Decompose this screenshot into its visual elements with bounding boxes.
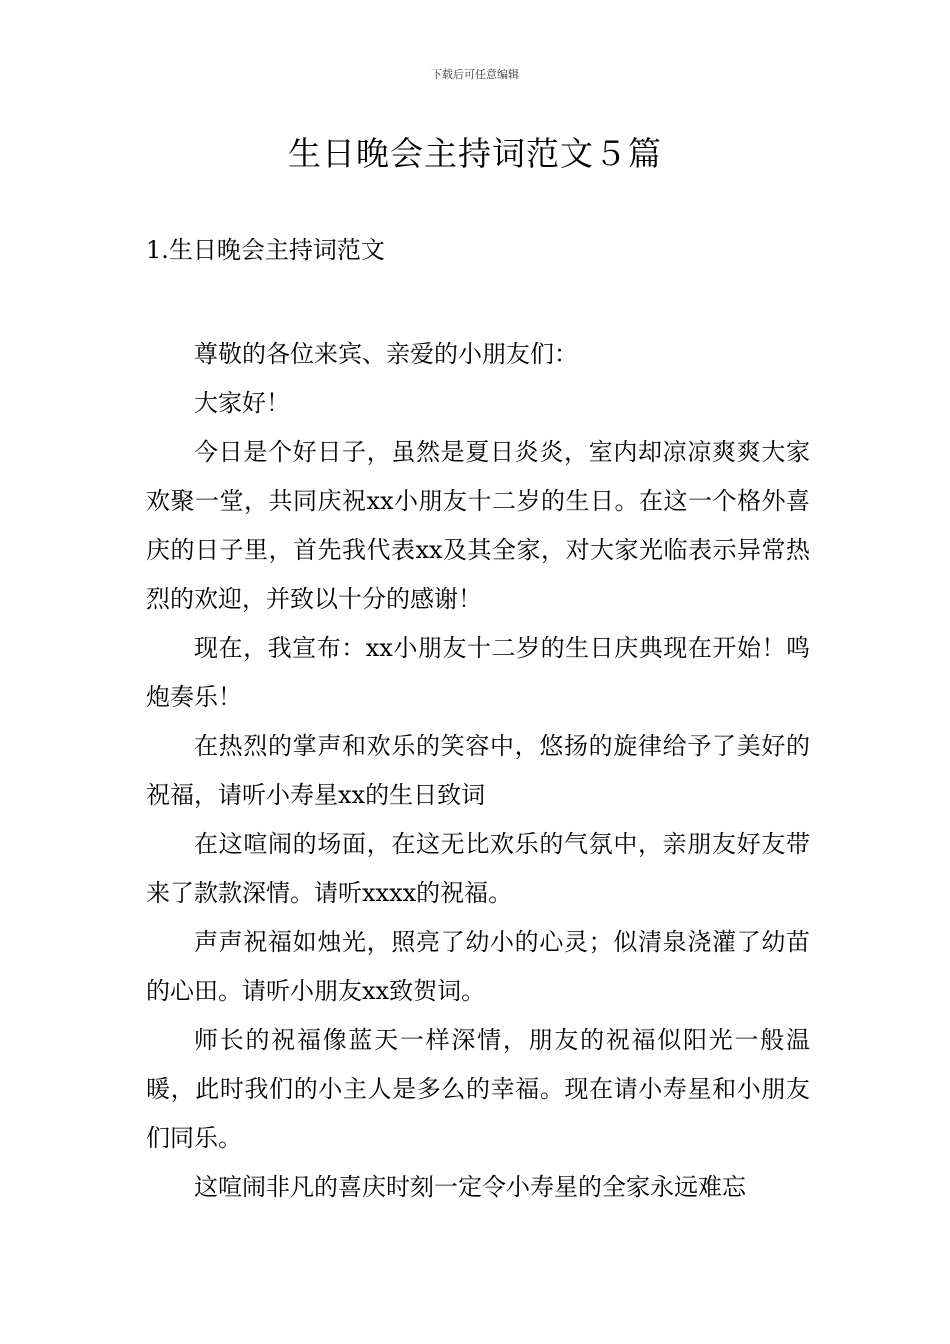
paragraph: 在这喧闹的场面，在这无比欢乐的气氛中，亲朋友好友带来了款款深情。请听xxxx的祝福。 [146,830,810,907]
document-title: 生日晚会主持词范文５篇 [288,134,662,173]
paragraph: 在热烈的掌声和欢乐的笑容中，悠扬的旋律给予了美好的祝福，请听小寿星xx的生日致词 [146,732,810,809]
paragraph: 现在，我宣布：xx小朋友十二岁的生日庆典现在开始！鸣炮奏乐！ [146,634,810,711]
paragraph: 尊敬的各位来宾、亲爱的小朋友们： [194,340,578,368]
section-heading: 1.生日晚会主持词范文 [146,236,385,264]
paragraph: 这喧闹非凡的喜庆时刻一定令小寿星的全家永远难忘 [194,1173,746,1201]
document-body [146,330,810,1212]
paragraph: 大家好！ [194,389,290,417]
paragraph: 今日是个好日子，虽然是夏日炎炎，室内却凉凉爽爽大家欢聚一堂，共同庆祝xx小朋友十二岁的生日。在这一个格外喜庆的日子里，首先我代表xx及其全家，对大家光临表示异常热烈的欢迎，并致以十分的感谢！ [146,438,810,613]
header-note: 下载后可任意编辑 [431,68,519,81]
paragraph: 师长的祝福像蓝天一样深情，朋友的祝福似阳光一般温暖，此时我们的小主人是多么的幸福。现在请小寿星和小朋友们同乐。 [146,1026,810,1152]
paragraph: 声声祝福如烛光，照亮了幼小的心灵；似清泉浇灌了幼苗的心田。请听小朋友xx致贺词。 [146,928,810,1005]
